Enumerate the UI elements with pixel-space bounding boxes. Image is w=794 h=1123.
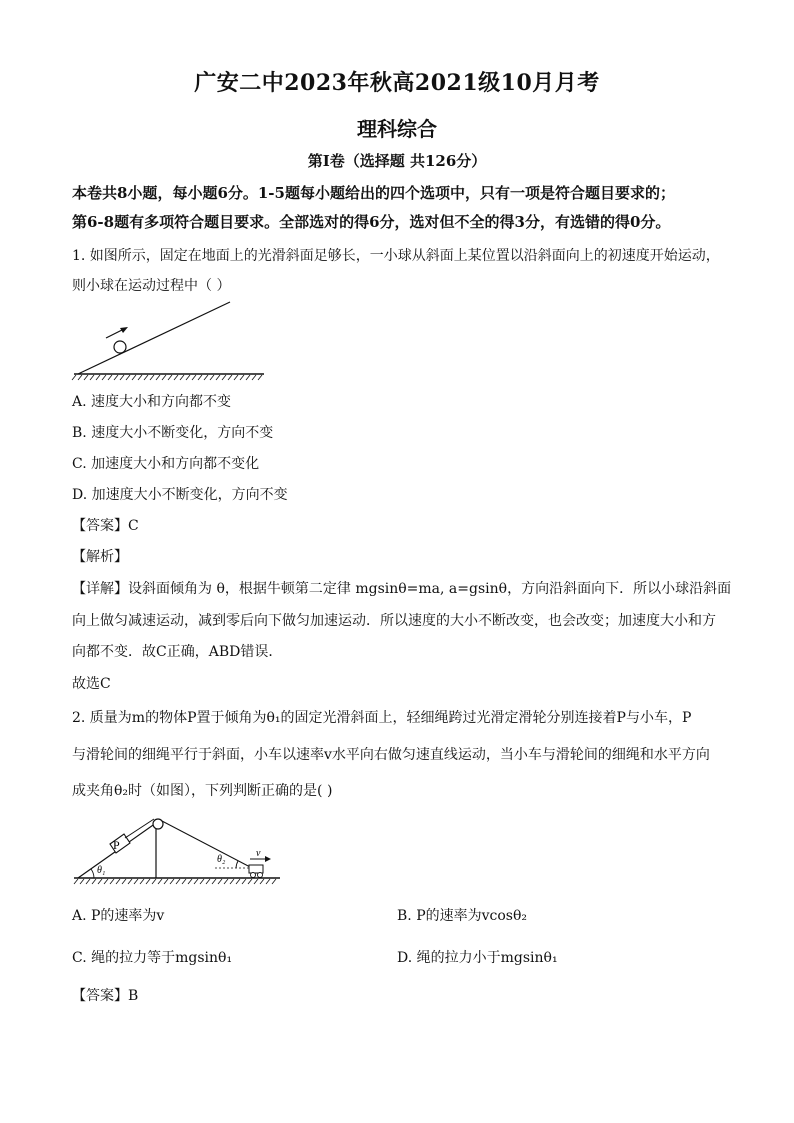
angle1-label: θ₁ — [97, 865, 106, 876]
ground-hatching — [72, 375, 262, 380]
q1-analysis-label: 【解析】 — [72, 549, 128, 565]
instruction-line-2: 第6-8题有多项符合题目要求。全部选对的得6分，选对但不全的得3分，有选错的得0分。 — [72, 213, 671, 231]
section-heading: 第Ⅰ卷（选择题 共126分） — [307, 152, 487, 170]
incline-surface — [78, 302, 230, 374]
exam-title: 广安二中2023年秋高2021级10月月考 — [194, 70, 600, 96]
ball — [114, 341, 126, 353]
angle1-arc — [91, 869, 94, 878]
q1-stem-line-1: 1. 如图所示，固定在地面上的光滑斜面足够长，一小球从斜面上某位置以沿斜面向上的初速度开始运动， — [72, 248, 720, 264]
exam-subject: 理科综合 — [357, 117, 437, 141]
q1-detail-line-2: 向上做匀减速运动，减到零后向下做匀加速运动．所以速度的大小不断改变，也会改变；加速度大小和方 — [72, 613, 716, 629]
q2-option-b: B. P的速率为vcosθ₂ — [397, 908, 528, 924]
q1-option-d: D. 加速度大小不断变化，方向不变 — [72, 487, 288, 503]
q2-option-a: A. P的速率为v — [72, 908, 165, 924]
ground-hatching — [74, 879, 276, 884]
q2-stem-line-2: 与滑轮间的细绳平行于斜面，小车以速率v水平向右做匀速直线运动，当小车与滑轮间的细绳和水平方向 — [72, 747, 710, 763]
block-p-label: P — [113, 838, 120, 852]
cart-body — [249, 865, 263, 873]
q1-answer: 【答案】C — [72, 518, 139, 534]
velocity-label: v — [256, 848, 261, 859]
q2-pulley-figure — [70, 810, 285, 886]
q2-stem-line-3: 成夹角θ₂时（如图），下列判断正确的是( ) — [72, 783, 333, 799]
q1-stem-line-2: 则小球在运动过程中（ ） — [72, 278, 231, 294]
q2-stem-line-1: 2. 质量为m的物体P置于倾角为θ₁的固定光滑斜面上，轻细绳跨过光滑定滑轮分别连接着P与小车，P — [72, 710, 692, 726]
cart-wheel-left — [251, 873, 256, 878]
q2-answer: 【答案】B — [72, 988, 139, 1004]
q1-conclusion: 故选C — [72, 676, 111, 692]
q1-detail-line-3: 向都不变．故C正确，ABD错误． — [72, 644, 283, 660]
pulley — [153, 819, 163, 829]
q1-incline-figure — [70, 298, 270, 382]
angle2-label: θ₂ — [217, 854, 226, 865]
q1-detail-line-1: 【详解】设斜面倾角为 θ，根据牛顿第二定律 mgsinθ=ma, a=gsinθ，方向沿斜面向下．所以小球沿斜面 — [72, 581, 732, 597]
cart-wheel-right — [258, 873, 263, 878]
q1-option-a: A. 速度大小和方向都不变 — [72, 394, 232, 410]
q1-option-b: B. 速度大小不断变化，方向不变 — [72, 425, 274, 441]
instruction-line-1: 本卷共8小题，每小题6分。1-5题每小题给出的四个选项中，只有一项是符合题目要求的； — [72, 184, 675, 202]
q2-option-d: D. 绳的拉力小于mgsinθ₁ — [397, 950, 558, 966]
q2-option-c: C. 绳的拉力等于mgsinθ₁ — [72, 950, 233, 966]
rope-to-cart — [162, 821, 252, 868]
angle2-arc — [236, 861, 238, 868]
q1-option-c: C. 加速度大小和方向都不变化 — [72, 456, 260, 472]
cart-velocity-arrow-head — [265, 856, 271, 862]
